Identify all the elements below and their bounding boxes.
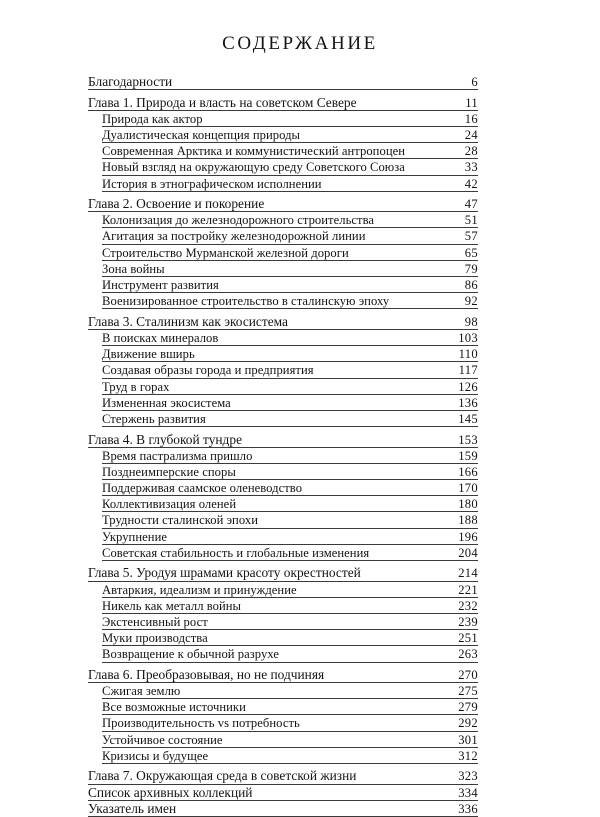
toc-section-entry — [102, 176, 478, 192]
toc-entry-title: Глава 1. Природа и власть на советском Севере — [88, 94, 357, 110]
toc-section-entry — [102, 212, 478, 228]
toc-page-number: 196 — [458, 529, 478, 544]
toc-chapter-entry — [88, 74, 478, 90]
page-title: СОДЕРЖАНИЕ — [222, 33, 378, 54]
toc-entry-title: Движение вширь — [102, 347, 195, 362]
toc-page-number: 136 — [458, 395, 478, 410]
toc-section-entry — [102, 228, 478, 244]
toc-page-number: 16 — [464, 111, 478, 126]
toc-chapter-entry — [88, 801, 478, 817]
toc-entry-title: В поисках минералов — [102, 330, 219, 345]
toc-entry-title: Агитация за постройку железнодорожной линии — [102, 229, 366, 244]
toc-entry-title: Новый взгляд на окружающую среду Советского Союза — [102, 160, 405, 175]
toc-section-entry — [102, 379, 478, 395]
toc-section-entry — [102, 159, 478, 175]
toc-entry-title: Укрупнение — [102, 529, 167, 544]
toc-section-entry — [102, 261, 478, 277]
toc-entry-title: Труд в горах — [102, 379, 170, 394]
toc-entry-title: Глава 2. Освоение и покорение — [88, 196, 265, 212]
toc-entry-title: Глава 7. Окружающая среда в советской жизни — [88, 768, 357, 784]
toc-page-number: 232 — [458, 598, 478, 613]
toc-page-number: 11 — [465, 95, 478, 110]
toc-section-entry — [102, 630, 478, 646]
table-of-contents — [88, 74, 478, 817]
toc-page-number: 251 — [458, 631, 478, 646]
toc-section-entry — [102, 598, 478, 614]
toc-page-number: 28 — [464, 144, 478, 159]
toc-section-entry — [102, 411, 478, 427]
toc-section-entry — [102, 529, 478, 545]
toc-page-number: 221 — [458, 582, 478, 597]
toc-section-entry — [102, 715, 478, 731]
toc-page-number: 239 — [458, 614, 478, 629]
toc-page-number: 6 — [471, 75, 478, 89]
toc-page-number: 57 — [464, 229, 478, 244]
toc-page-number: 145 — [458, 411, 478, 426]
toc-section-entry — [102, 464, 478, 480]
toc-section-entry — [102, 245, 478, 261]
toc-page-number: 117 — [458, 363, 478, 378]
toc-chapter-entry — [88, 768, 478, 784]
toc-chapter-entry — [88, 667, 478, 683]
toc-chapter-entry — [88, 196, 478, 212]
toc-section-entry — [102, 732, 478, 748]
toc-entry-title: Список архивных коллекций — [88, 784, 253, 800]
toc-entry-title: Советская стабильность и глобальные изменения — [102, 545, 370, 560]
toc-entry-title: Коллективизация оленей — [102, 497, 237, 512]
toc-page-number: 180 — [458, 497, 478, 512]
toc-entry-title: Сжигая землю — [102, 684, 181, 699]
toc-entry-title: Трудности сталинской эпохи — [102, 513, 259, 528]
toc-section-entry — [102, 646, 478, 662]
toc-page-number: 312 — [458, 748, 478, 763]
toc-page-number: 126 — [458, 379, 478, 394]
toc-entry-title: Глава 3. Сталинизм как экосистема — [88, 313, 288, 329]
toc-page-number: 42 — [464, 176, 478, 191]
toc-entry-title: Все возможные источники — [102, 700, 246, 715]
toc-entry-title: Благодарности — [88, 74, 173, 89]
toc-page-number: 292 — [458, 716, 478, 731]
toc-entry-title: Дуалистическая концепция природы — [102, 127, 301, 142]
toc-section-entry — [102, 545, 478, 561]
toc-entry-title: Измененная экосистема — [102, 395, 231, 410]
toc-section-entry — [102, 512, 478, 528]
toc-entry-title: Военизированное строительство в сталинскую эпоху — [102, 294, 390, 309]
toc-chapter-entry — [88, 314, 478, 330]
toc-entry-title: Время пастрализма пришло — [102, 448, 253, 463]
toc-entry-title: Муки производства — [102, 631, 208, 646]
toc-section-entry — [102, 127, 478, 143]
toc-section-entry — [102, 480, 478, 496]
toc-page-number: 65 — [464, 245, 478, 260]
toc-entry-title: Указатель имен — [88, 800, 177, 816]
toc-page-number: 263 — [458, 647, 478, 662]
toc-section-entry — [102, 448, 478, 464]
toc-entry-title: Создавая образы города и предприятия — [102, 363, 314, 378]
toc-entry-title: Строительство Мурманской железной дороги — [102, 245, 349, 260]
toc-entry-title: История в этнографическом исполнении — [102, 176, 322, 191]
toc-page-number: 301 — [458, 732, 478, 747]
toc-section-entry — [102, 111, 478, 127]
toc-page-number: 204 — [458, 545, 478, 560]
toc-entry-title: Природа как актор — [102, 111, 203, 126]
toc-section-entry — [102, 699, 478, 715]
toc-page-number: 47 — [464, 197, 478, 212]
toc-entry-title: Стержень развития — [102, 411, 206, 426]
toc-page-number: 334 — [458, 785, 478, 800]
toc-chapter-entry — [88, 95, 478, 111]
toc-page-number: 170 — [458, 481, 478, 496]
toc-page-number: 86 — [464, 278, 478, 293]
toc-page-number: 98 — [464, 314, 478, 329]
toc-page-number: 159 — [458, 448, 478, 463]
toc-chapter-entry — [88, 785, 478, 801]
toc-entry-title: Глава 4. В глубокой тундре — [88, 431, 243, 447]
toc-entry-title: Возвращение к обычной разрухе — [102, 647, 280, 662]
toc-entry-title: Автаркия, идеализм и принуждение — [102, 582, 297, 597]
toc-entry-title: Производительность vs потребность — [102, 716, 300, 731]
toc-entry-title: Никель как металл войны — [102, 598, 242, 613]
toc-page-number: 188 — [458, 513, 478, 528]
toc-section-entry — [102, 362, 478, 378]
toc-page-number: 336 — [458, 801, 478, 816]
toc-chapter-entry — [88, 432, 478, 448]
toc-page-number: 166 — [458, 464, 478, 479]
toc-page-number: 33 — [464, 160, 478, 175]
toc-page-number: 153 — [458, 432, 478, 447]
toc-page-number: 275 — [458, 684, 478, 699]
toc-entry-title: Устойчивое состояние — [102, 732, 223, 747]
toc-entry-title: Экстенсивный рост — [102, 614, 208, 629]
toc-entry-title: Глава 5. Уродуя шрамами красоту окрестностей — [88, 565, 361, 581]
toc-section-entry — [102, 614, 478, 630]
toc-section-entry — [102, 748, 478, 764]
toc-entry-title: Колонизация до железнодорожного строительства — [102, 213, 375, 228]
toc-entry-title: Инструмент развития — [102, 278, 219, 293]
toc-section-entry — [102, 395, 478, 411]
toc-entry-title: Кризисы и будущее — [102, 748, 209, 763]
toc-chapter-entry — [88, 565, 478, 581]
toc-section-entry — [102, 683, 478, 699]
toc-entry-title: Позднеимперские споры — [102, 464, 236, 479]
toc-page-number: 279 — [458, 700, 478, 715]
toc-entry-title: Глава 6. Преобразовывая, но не подчиняя — [88, 666, 325, 682]
toc-entry-title: Современная Арктика и коммунистический антропоцен — [102, 144, 406, 159]
toc-page-number: 51 — [464, 213, 478, 228]
toc-page-number: 79 — [464, 261, 478, 276]
toc-page-number: 270 — [458, 667, 478, 682]
toc-section-entry — [102, 277, 478, 293]
toc-page-number: 214 — [458, 566, 478, 581]
toc-section-entry — [102, 346, 478, 362]
toc-page-number: 110 — [458, 347, 478, 362]
toc-section-entry — [102, 582, 478, 598]
toc-page-number: 24 — [464, 127, 478, 142]
toc-page-number: 323 — [458, 769, 478, 784]
toc-page-number: 92 — [464, 294, 478, 309]
toc-page-number: 103 — [458, 330, 478, 345]
toc-entry-title: Поддерживая саамское оленеводство — [102, 481, 303, 496]
toc-section-entry — [102, 330, 478, 346]
toc-section-entry — [102, 293, 478, 309]
toc-entry-title: Зона войны — [102, 261, 165, 276]
toc-section-entry — [102, 496, 478, 512]
toc-section-entry — [102, 143, 478, 159]
